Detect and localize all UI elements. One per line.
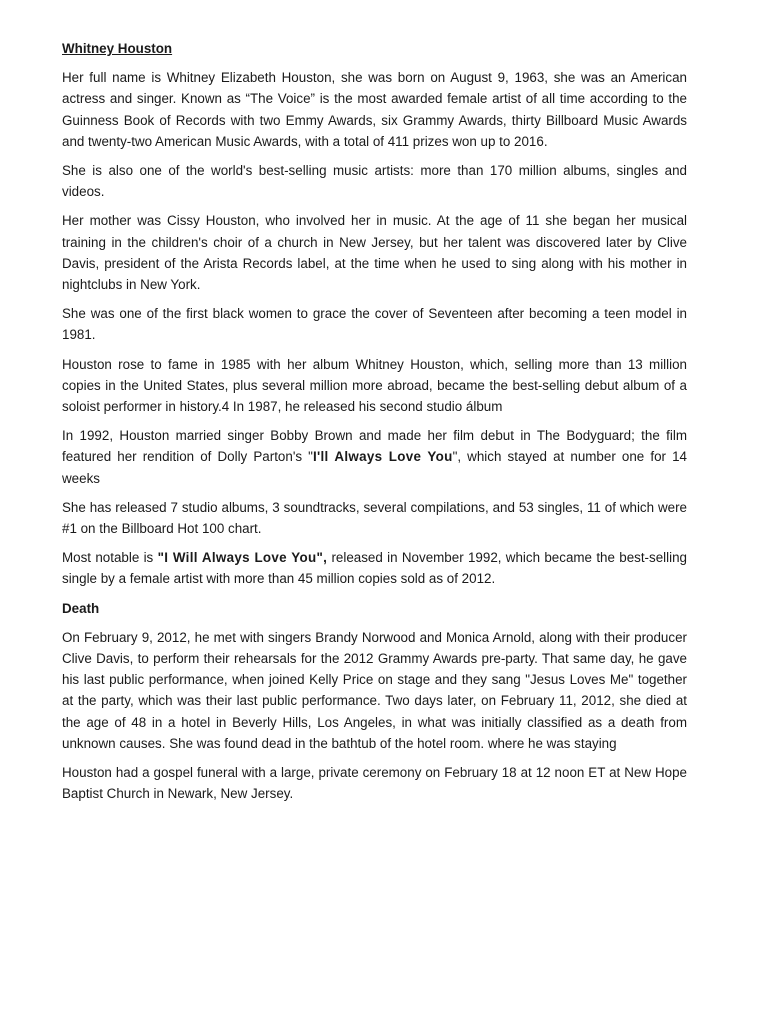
document-title: Whitney Houston: [62, 41, 173, 56]
song-title-bold: I'll Always Love You: [312, 449, 453, 465]
paragraph-discography: She has released 7 studio albums, 3 soundtracks, several compilations, and 53 singles, 11 of which were #1 on the Billboard Hot 100 chart.: [62, 499, 687, 537]
paragraph-most-notable-text-start: Most notable is: [62, 550, 158, 566]
paragraph-full-name: Her full name is Whitney Elizabeth Houston, she was born on August 9, 1963, she was an American actress and singer. Known as “The Voice” is the most awarded female artist of all time according to the Guinness Book of Records with two Emmy Awards, six Grammy Awards, thirty Billboard Music Awards and twenty-two American Music Awards, with a total of 411 prizes won up to 2016.: [62, 70, 687, 149]
paragraph-mother: Her mother was Cissy Houston, who involved her in music. At the age of 11 she began her musical training in the children's choir of a church in New Jersey, but her talent was discovered later by Clive Davis, president of the Arista Records label, at the time when he used to sing along with his mother in nightclubs in New York.: [62, 213, 687, 293]
paragraph-best-selling: She is also one of the world's best-selling music artists: more than 170 million albums, singles and videos.: [62, 163, 687, 200]
paragraph-bodyguard-text-end: ", which stayed at number one for 14 weeks: [62, 449, 687, 486]
paragraph-funeral: Houston had a gospel funeral with a large, private ceremony on February 18 at 12 noon ET at New Hope Baptist Church in Newark, New Jersey.: [62, 765, 687, 802]
paragraph-death: On February 9, 2012, he met with singers Brandy Norwood and Monica Arnold, along with their producer Clive Davis, to perform their rehearsals for the 2012 Grammy Awards pre-party. That same day, he gave his last public performance, when joined Kelly Price on stage and they sang "Jesus Loves Me" together at the party, which was their last public performance. Two days later, on February 11, 2012, she died at the age of 48 in a hotel in Beverly Hills, Los Angeles, in what was initially classified as a death from unknown causes. She was found dead in the bathtub of the hotel room. where he was staying: [62, 629, 687, 751]
death-heading: Death: [62, 600, 100, 616]
paragraph-most-notable: [62, 547, 687, 589]
paragraph-bodyguard: [62, 425, 687, 489]
paragraph-seventeen: She was one of the first black women to grace the cover of Seventeen after becoming a teen model in 1981.: [62, 306, 687, 343]
paragraph-rise-to-fame: Houston rose to fame in 1985 with her album Whitney Houston, which, selling more than 13 million copies in the United States, plus several million more abroad, became the best-selling debut album of a soloist performer in history.4 In 1987, he released his second studio álbum: [62, 356, 687, 415]
paragraph-bodyguard-text-start: In 1992, Houston married singer Bobby Brown and made her film debut in The Bodyguard; the film featured her rendition of Dolly Parton's ": [62, 428, 687, 465]
single-title-bold: "I Will Always Love You",: [157, 550, 328, 566]
document-page: [62, 38, 687, 813]
paragraph-most-notable-text-end: released in November 1992, which became the best-selling single by a female artist with more than 45 million copies sold as of 2012.: [62, 550, 687, 587]
